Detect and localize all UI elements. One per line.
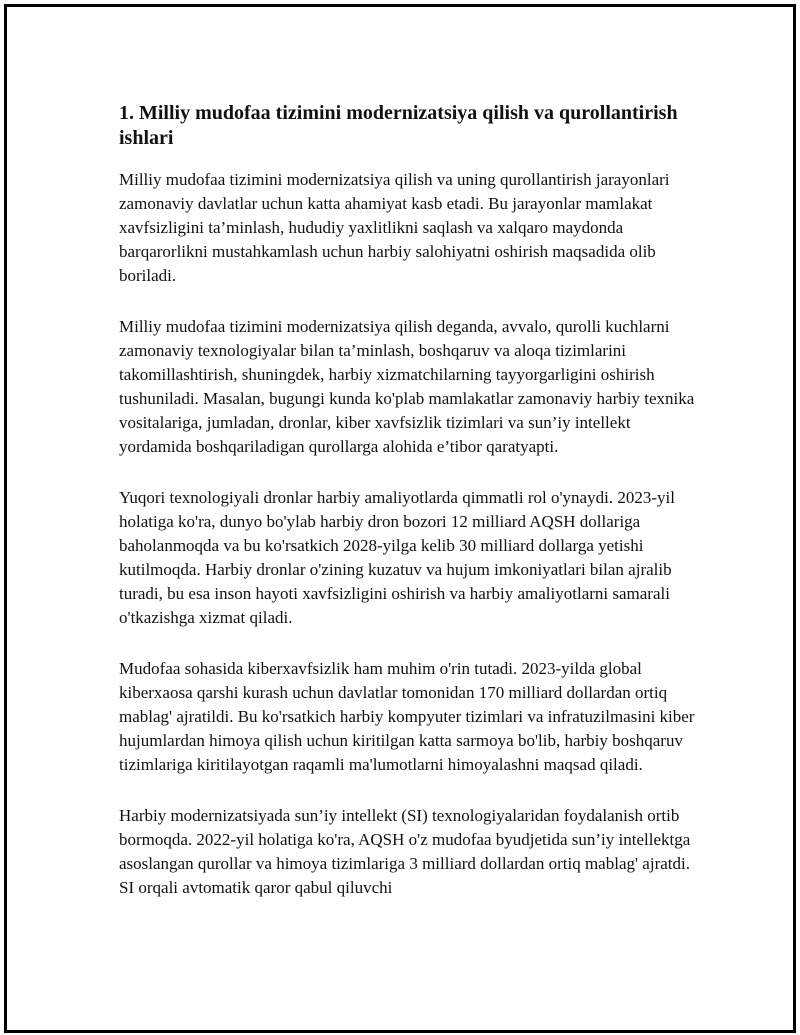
paragraph-cybersecurity: Mudofaa sohasida kiberxavfsizlik ham muhim o'rin tutadi. 2023-yilda global kiberxaosa qarshi kurash uchun davlatlar tomonidan 170 milliard dollardan ortiq mablag' ajratildi. Bu ko'rsatkich harbiy kompyuter tizimlari va infratuzilmasini kiber hujumlardan himoya qilish uchun kiritilgan katta sarmoya bo'lib, harbiy boshqaruv tizimlariga kiritilayotgan raqamli ma'lumotlarni himoyalashni maqsad qiladi.: [119, 659, 695, 774]
paragraph-intro: Milliy mudofaa tizimini modernizatsiya qilish va uning qurollantirish jarayonlari zamonaviy davlatlar uchun katta ahamiyat kasb etadi. Bu jarayonlar mamlakat xavfsizligini ta’minlash, hududiy yaxlitlikni saqlash va xalqaro maydonda barqarorlikni mustahkamlash uchun harbiy salohiyatni oshirish maqsadida olib boriladi.: [119, 170, 670, 285]
section-heading: 1. Milliy mudofaa tizimini modernizatsiya qilish va qurollantirish ishlari: [119, 102, 678, 149]
paragraph-modernization: Milliy mudofaa tizimini modernizatsiya qilish deganda, avvalo, qurolli kuchlarni zamonaviy texnologiyalar bilan ta’minlash, boshqaruv va aloqa tizimlarini takomillashtirish, shuningdek, harbiy xizmatchilarning tayyorgarligini oshirish tushuniladi. Masalan, bugungi kunda ko'plab mamlakatlar zamonaviy harbiy texnika vositalariga, jumladan, dronlar, kiber xavfsizlik tizimlari va sun’iy intellekt yordamida boshqariladigan qurollarga alohida e’tibor qaratyapti.: [119, 317, 695, 456]
paragraph-artificial-intelligence: Harbiy modernizatsiyada sun’iy intellekt (SI) texnologiyalaridan foydalanish ortib bormoqda. 2022-yil holatiga ko'ra, AQSH o'z mudofaa byudjetida sun’iy intellektga asoslangan qurollar va himoya tizimlariga 3 milliard dollardan ortiq mablag' ajratdi. SI orqali avtomatik qaror qabul qiluvchi: [119, 806, 691, 897]
document-body: [119, 101, 699, 927]
paragraph-drones: Yuqori texnologiyali dronlar harbiy amaliyotlarda qimmatli rol o'ynaydi. 2023-yil holatiga ko'ra, dunyo bo'ylab harbiy dron bozori 12 milliard AQSH dollariga baholanmoqda va bu ko'rsatkich 2028-yilga kelib 30 milliard dollarga yetishi kutilmoqda. Harbiy dronlar o'zining kuzatuv va hujum imkoniyatlari bilan ajralib turadi, bu esa inson hayoti xavfsizligini oshirish va harbiy amaliyotlarni samarali o'tkazishga xizmat qiladi.: [119, 488, 675, 627]
page-frame: [4, 4, 796, 1033]
